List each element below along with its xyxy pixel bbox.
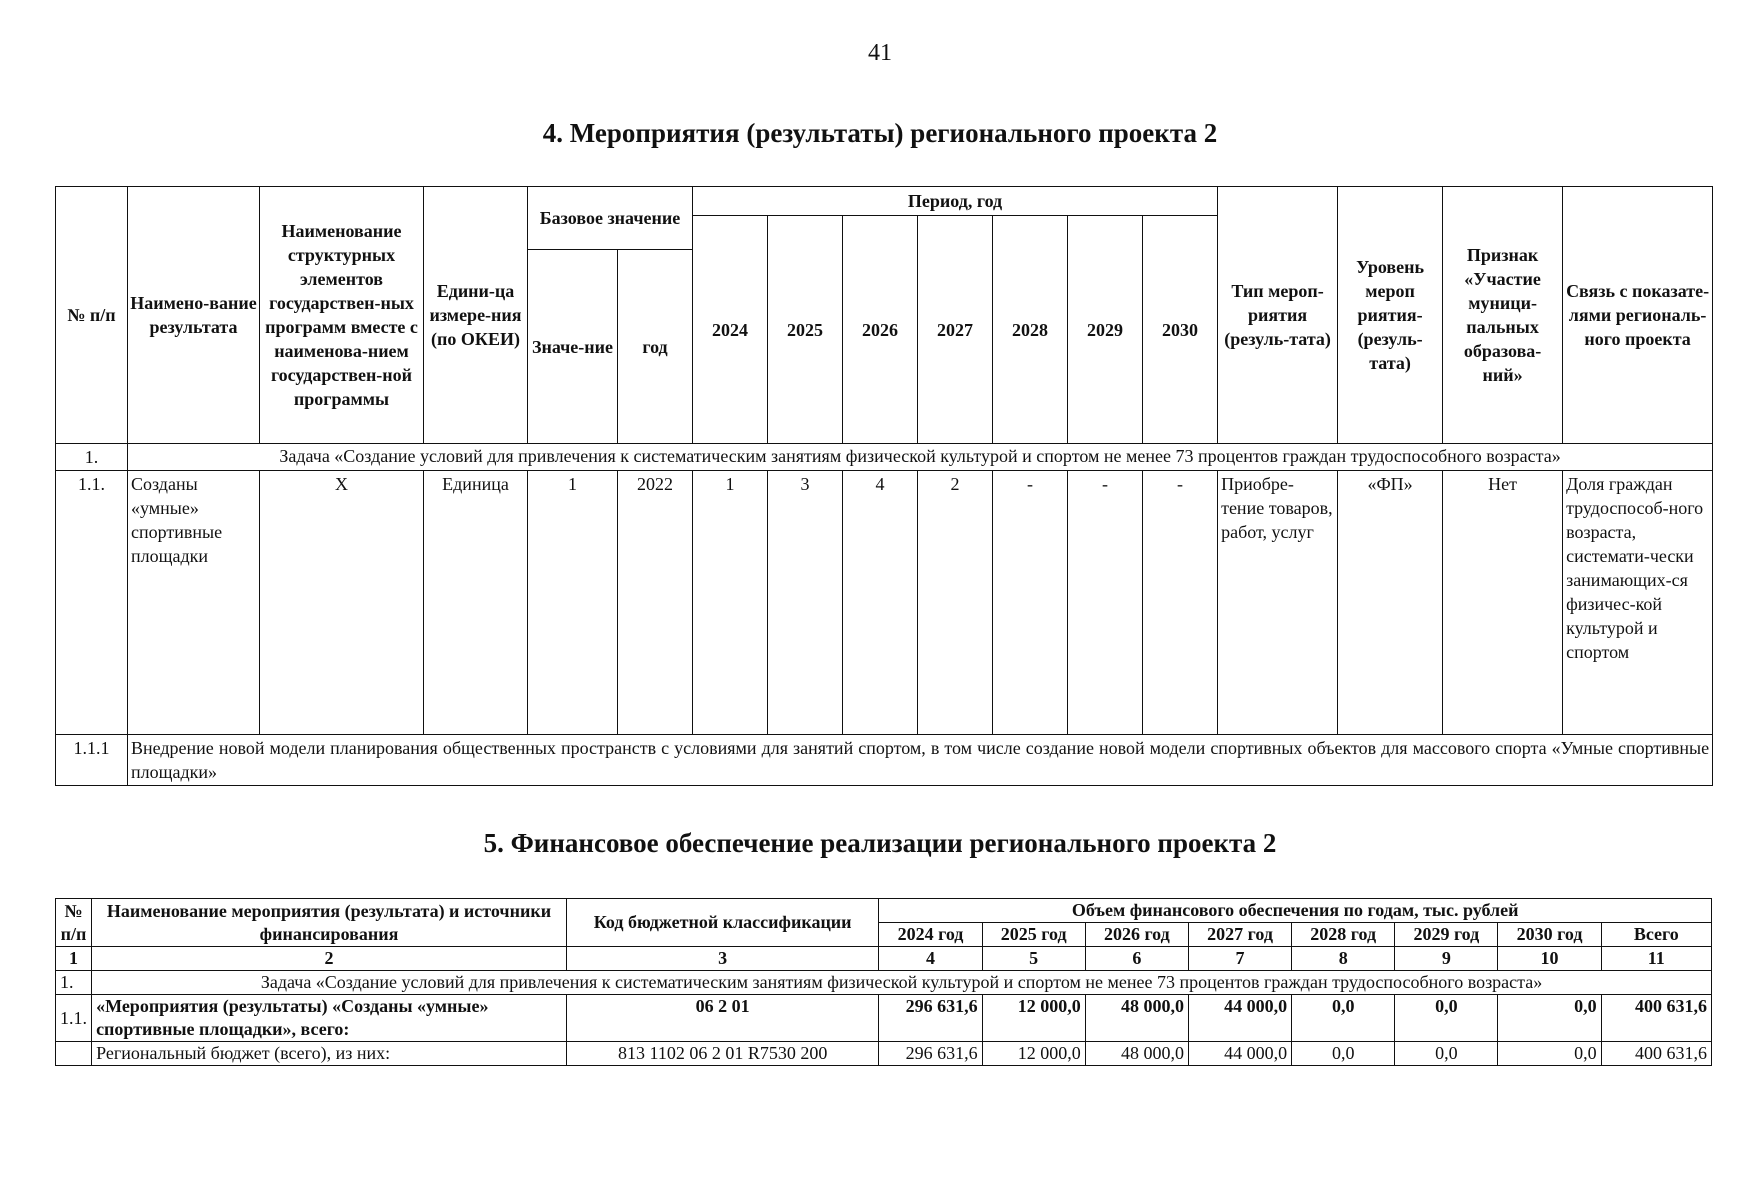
header-type: Тип мероп-риятия (резуль-тата) (1218, 187, 1338, 444)
header-level: Уровень мероп риятия-(резуль-тата) (1338, 187, 1443, 444)
fin-event-2024: 296 631,6 (879, 995, 982, 1042)
fin-header-name: Наименование мероприятия (результата) и источники финансирования (92, 899, 567, 947)
fin-event-2030: 0,0 (1498, 995, 1601, 1042)
col-number: 1 (56, 947, 92, 971)
result-value-2030: - (1143, 471, 1218, 735)
fin-header-volume: Объем финансового обеспечения по годам, тыс. рублей (879, 899, 1712, 923)
fin-budget-2027: 44 000,0 (1188, 1042, 1291, 1066)
result-level: «ФП» (1338, 471, 1443, 735)
result-structural: Х (260, 471, 424, 735)
header-year-2024: 2024 (693, 216, 768, 444)
result-value-2024: 1 (693, 471, 768, 735)
result-value-2025: 3 (768, 471, 843, 735)
section-4-title: 4. Мероприятия (результаты) регионального проекта 2 (542, 118, 1218, 148)
col-number: 2 (92, 947, 567, 971)
result-value-2028: - (993, 471, 1068, 735)
header-link: Связь с показате-лями региональ-ного проекта (1563, 187, 1713, 444)
result-value-2029: - (1068, 471, 1143, 735)
results-table (55, 186, 1713, 786)
header-year-2025: 2025 (768, 216, 843, 444)
col-number: 10 (1498, 947, 1601, 971)
header-year-2029: 2029 (1068, 216, 1143, 444)
result-base-value: 1 (528, 471, 618, 735)
col-number: 9 (1395, 947, 1498, 971)
fin-event-2025: 12 000,0 (982, 995, 1085, 1042)
fin-header-num: № п/п (56, 899, 92, 947)
col-number: 8 (1292, 947, 1395, 971)
header-result-name: Наимено-вание результата (128, 187, 260, 444)
result-type: Приобре-тение товаров, работ, услуг (1218, 471, 1338, 735)
header-year-2027: 2027 (918, 216, 993, 444)
fin-event-2026: 48 000,0 (1085, 995, 1188, 1042)
header-municipal: Признак «Участие муници-пальных образова-ний» (1443, 187, 1563, 444)
fin-header-year-2027: 2027 год (1188, 923, 1291, 947)
fin-event-2028: 0,0 (1292, 995, 1395, 1042)
col-number: 3 (566, 947, 879, 971)
result-value-2026: 4 (843, 471, 918, 735)
col-number: 11 (1601, 947, 1711, 971)
fin-header-year-2024: 2024 год (879, 923, 982, 947)
fin-event-total: 400 631,6 (1601, 995, 1711, 1042)
col-number: 7 (1188, 947, 1291, 971)
fin-event-2029: 0,0 (1395, 995, 1498, 1042)
result-unit: Единица (424, 471, 528, 735)
fin-event-name: «Мероприятия (результаты) «Созданы «умные» спортивные площадки», всего: (92, 995, 567, 1042)
header-base-value-year: год (618, 250, 693, 444)
fin-budget-code: 813 1102 06 2 01 R7530 200 (566, 1042, 879, 1066)
fin-header-year-2026: 2026 год (1085, 923, 1188, 947)
section-5-title: 5. Финансовое обеспечение реализации регионального проекта 2 (483, 828, 1277, 858)
col-number: 5 (982, 947, 1085, 971)
task-row-text: Задача «Создание условий для привлечения к систематическим занятиям физической культурой и спортом не менее 73 процентов граждан трудоспособного возраста» (128, 444, 1713, 471)
col-number: 4 (879, 947, 982, 971)
fin-event-2027: 44 000,0 (1188, 995, 1291, 1042)
fin-budget-2025: 12 000,0 (982, 1042, 1085, 1066)
result-name: Созданы «умные» спортивные площадки (128, 471, 260, 735)
fin-budget-2028: 0,0 (1292, 1042, 1395, 1066)
fin-header-code: Код бюджетной классификации (566, 899, 879, 947)
page-number: 41 (868, 40, 892, 66)
fin-budget-name: Региональный бюджет (всего), из них: (92, 1042, 567, 1066)
fin-header-year-2029: 2029 год (1395, 923, 1498, 947)
fin-header-year-2030: 2030 год (1498, 923, 1601, 947)
header-num: № п/п (56, 187, 128, 444)
fin-header-total: Всего (1601, 923, 1711, 947)
fin-budget-total: 400 631,6 (1601, 1042, 1711, 1066)
financing-table (55, 898, 1712, 1066)
result-base-year: 2022 (618, 471, 693, 735)
fin-header-year-2028: 2028 год (1292, 923, 1395, 947)
fin-budget-2029: 0,0 (1395, 1042, 1498, 1066)
fin-budget-num (56, 1042, 92, 1066)
task-row-num: 1. (56, 444, 128, 471)
header-year-2026: 2026 (843, 216, 918, 444)
header-year-2028: 2028 (993, 216, 1068, 444)
col-number: 6 (1085, 947, 1188, 971)
header-unit: Едини-ца измере-ния (по ОКЕИ) (424, 187, 528, 444)
fin-task-num: 1. (56, 971, 92, 995)
fin-budget-2026: 48 000,0 (1085, 1042, 1188, 1066)
header-year-2030: 2030 (1143, 216, 1218, 444)
header-base-value-value: Значе-ние (528, 250, 618, 444)
fin-budget-2024: 296 631,6 (879, 1042, 982, 1066)
sub-row-num: 1.1.1 (56, 735, 128, 786)
fin-header-year-2025: 2025 год (982, 923, 1085, 947)
fin-budget-2030: 0,0 (1498, 1042, 1601, 1066)
sub-row-text: Внедрение новой модели планирования общественных пространств с условиями для занятий спортом, в том числе создание новой модели спортивных объектов для массового спорта «Умные спортивные площадки» (128, 735, 1713, 786)
header-base-value: Базовое значение (528, 187, 693, 250)
header-period: Период, год (693, 187, 1218, 216)
result-municipal: Нет (1443, 471, 1563, 735)
result-num: 1.1. (56, 471, 128, 735)
result-value-2027: 2 (918, 471, 993, 735)
header-structural-elements: Наименование структурных элементов государствен-ных программ вместе с наименова-нием государствен-ной программы (260, 187, 424, 444)
fin-event-num: 1.1. (56, 995, 92, 1042)
fin-event-code: 06 2 01 (566, 995, 879, 1042)
result-link: Доля граждан трудоспособ-ного возраста, системати-чески занимающих-ся физичес-кой культурой и спортом (1563, 471, 1713, 735)
fin-task-text: Задача «Создание условий для привлечения к систематическим занятиям физической культурой и спортом не менее 73 процентов граждан трудоспособного возраста» (92, 971, 1712, 995)
